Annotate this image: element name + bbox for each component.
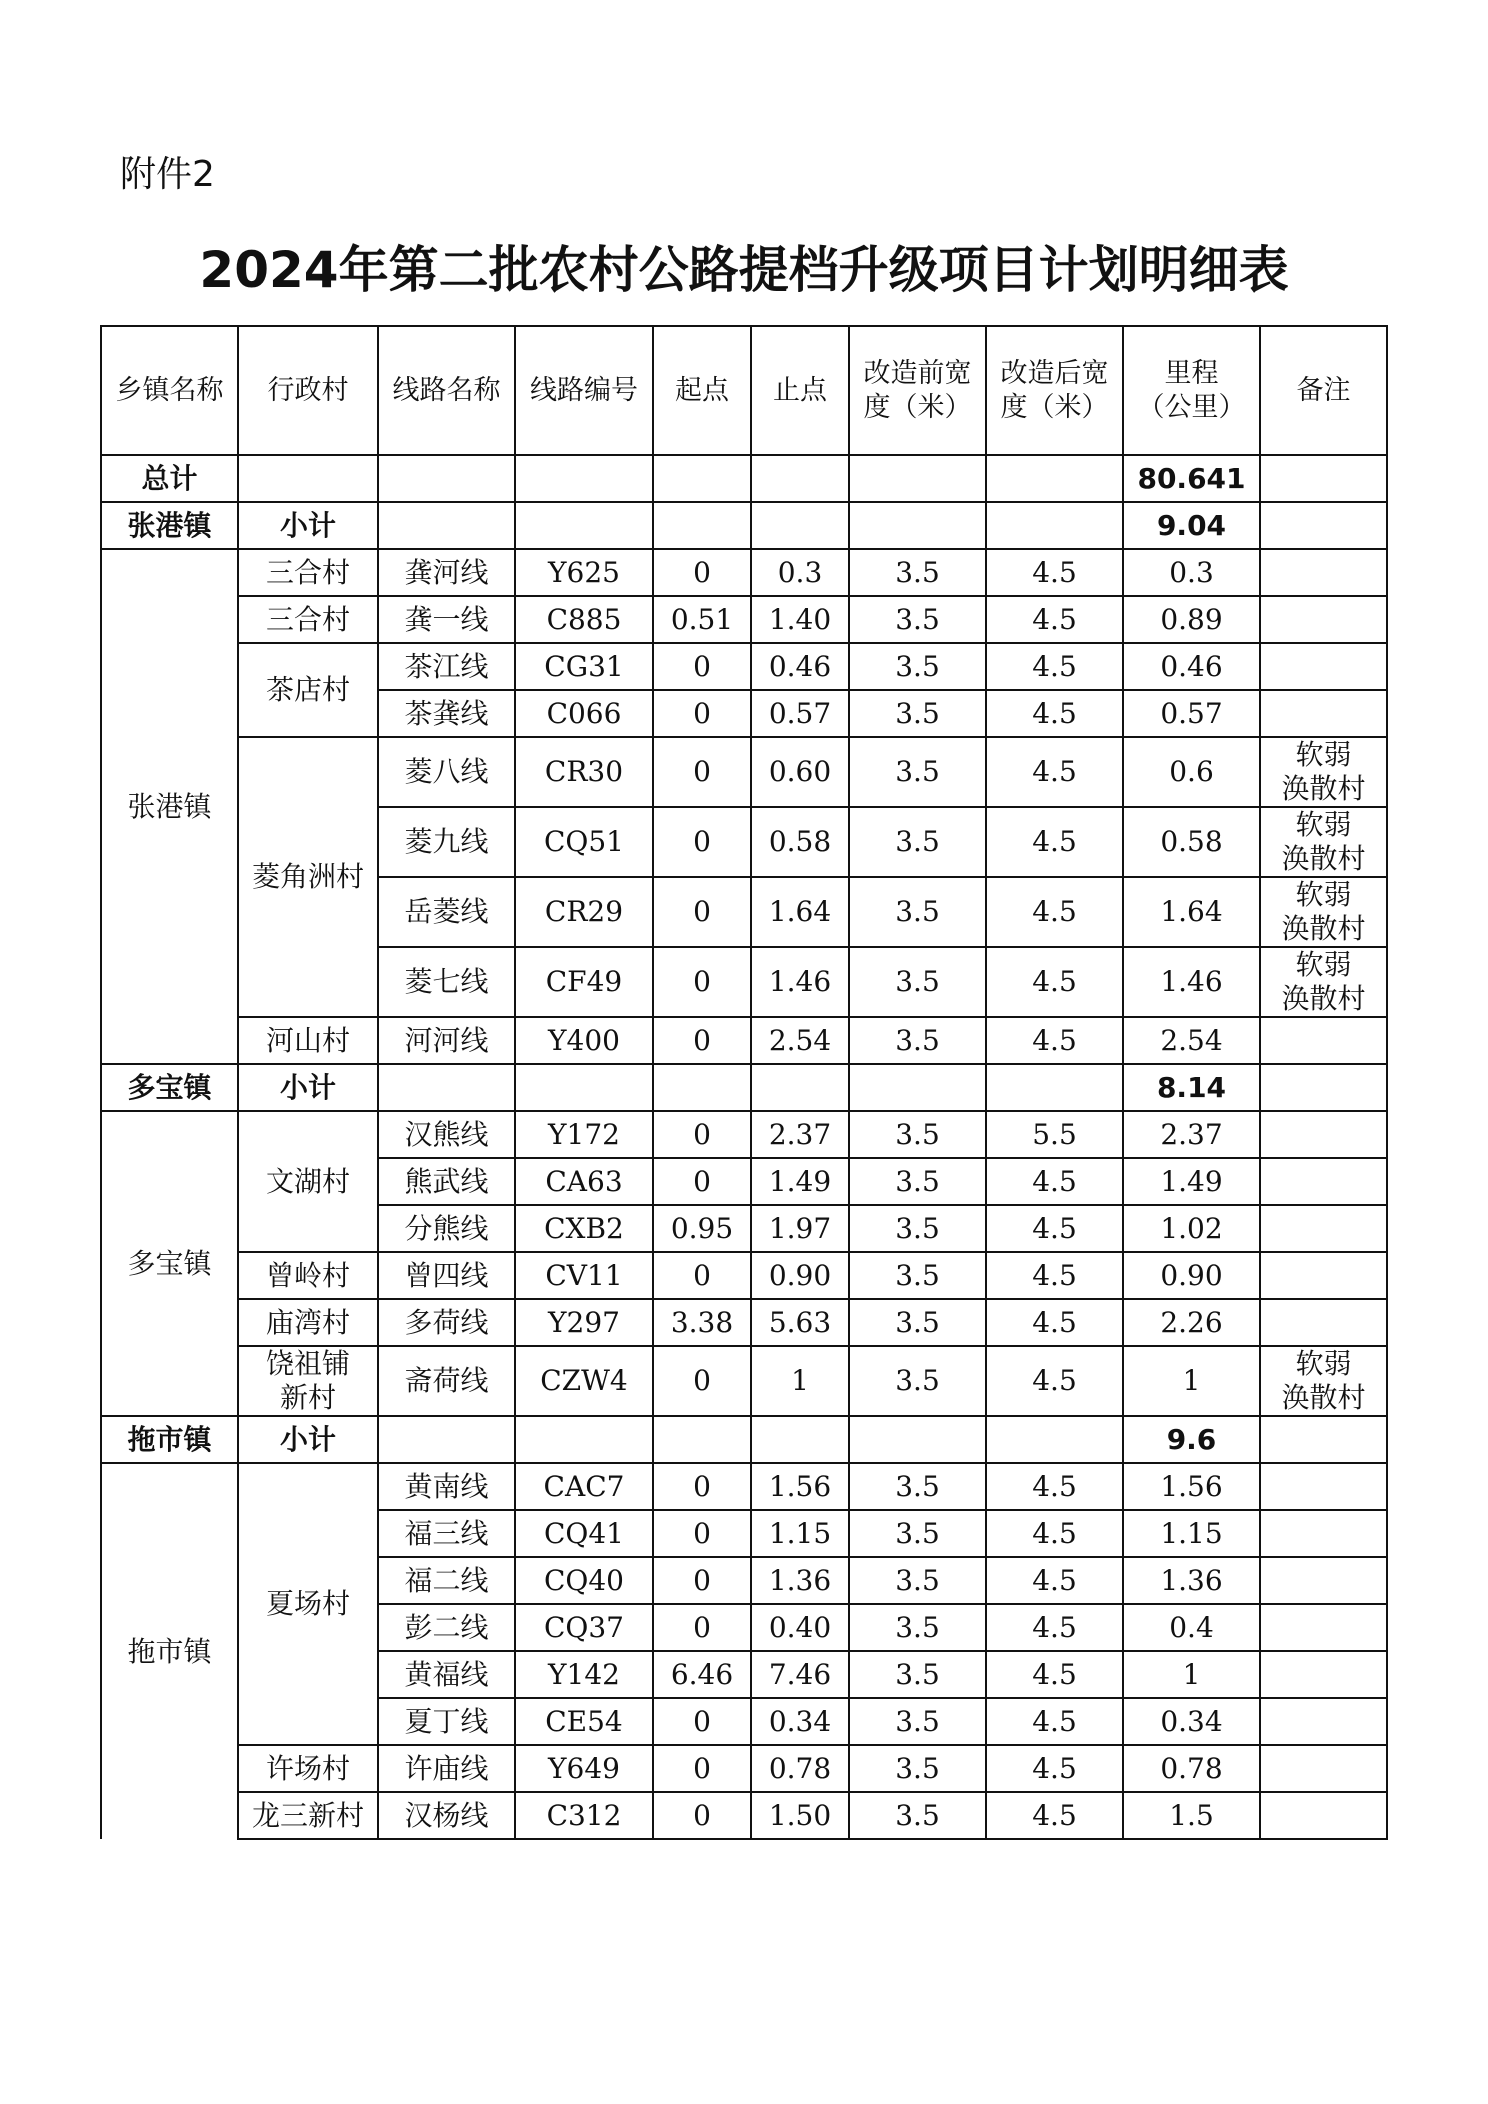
before-width: 3.5	[849, 1604, 986, 1651]
cell-line: 新村	[279, 1381, 336, 1414]
end-km: 0.57	[751, 690, 849, 737]
start-km: 0	[653, 1557, 751, 1604]
subtotal-label: 小计	[238, 1064, 378, 1111]
end-km: 0.40	[751, 1604, 849, 1651]
start-km: 0	[653, 1158, 751, 1205]
note-cell	[1260, 690, 1387, 737]
route-name: 菱八线	[378, 737, 515, 807]
before-width: 3.5	[849, 549, 986, 596]
village-cell: 许场村	[238, 1745, 378, 1792]
header-line: 改造后宽	[1000, 357, 1109, 389]
route-name: 黄南线	[378, 1463, 515, 1510]
village-cell	[238, 1346, 378, 1416]
cell-line: 涣散村	[1281, 1381, 1366, 1414]
mileage: 2.26	[1123, 1299, 1260, 1346]
before-width: 3.5	[849, 1017, 986, 1064]
col-header-start: 起点	[653, 326, 751, 455]
mileage: 1.64	[1123, 877, 1260, 947]
route-code: CR30	[515, 737, 653, 807]
header-line: （公里）	[1137, 391, 1246, 423]
route-name: 菱七线	[378, 947, 515, 1017]
header-line: 度（米）	[1000, 391, 1109, 423]
cell-line: 软弱	[1295, 878, 1352, 911]
mileage: 1.36	[1123, 1557, 1260, 1604]
end-km: 0.60	[751, 737, 849, 807]
table-row	[101, 1792, 1387, 1839]
end-km: 1.36	[751, 1557, 849, 1604]
col-header-after-width	[986, 326, 1123, 455]
route-code: Y297	[515, 1299, 653, 1346]
end-km: 2.37	[751, 1111, 849, 1158]
after-width: 4.5	[986, 1299, 1123, 1346]
route-name: 龚河线	[378, 549, 515, 596]
route-name: 汉杨线	[378, 1792, 515, 1839]
route-name: 夏丁线	[378, 1698, 515, 1745]
end-km: 1.50	[751, 1792, 849, 1839]
route-code: C885	[515, 596, 653, 643]
start-km: 0	[653, 1510, 751, 1557]
village-cell: 夏场村	[238, 1463, 378, 1745]
after-width: 4.5	[986, 877, 1123, 947]
mileage: 2.54	[1123, 1017, 1260, 1064]
end-km: 0.90	[751, 1252, 849, 1299]
start-km: 0	[653, 1111, 751, 1158]
note-cell	[1260, 1792, 1387, 1839]
mileage: 1.46	[1123, 947, 1260, 1017]
empty-cell	[986, 1416, 1123, 1463]
empty-cell	[986, 1064, 1123, 1111]
end-km: 1.56	[751, 1463, 849, 1510]
start-km: 0	[653, 1252, 751, 1299]
mileage: 1	[1123, 1651, 1260, 1698]
cell-line: 软弱	[1295, 738, 1352, 771]
note-cell	[1260, 1017, 1387, 1064]
before-width: 3.5	[849, 1510, 986, 1557]
note-cell	[1260, 1604, 1387, 1651]
start-km: 0	[653, 947, 751, 1017]
start-km: 0	[653, 643, 751, 690]
subtotal-mileage: 9.04	[1123, 502, 1260, 549]
after-width: 4.5	[986, 1792, 1123, 1839]
plan-table	[100, 325, 1388, 1840]
before-width: 3.5	[849, 690, 986, 737]
subtotal-row	[101, 1064, 1387, 1111]
col-header-end: 止点	[751, 326, 849, 455]
empty-cell	[653, 1064, 751, 1111]
start-km: 0	[653, 1792, 751, 1839]
start-km: 0	[653, 1463, 751, 1510]
empty-cell	[653, 1416, 751, 1463]
village-cell: 三合村	[238, 596, 378, 643]
table-body	[101, 455, 1387, 1839]
route-name: 彭二线	[378, 1604, 515, 1651]
end-km: 5.63	[751, 1299, 849, 1346]
before-width: 3.5	[849, 1745, 986, 1792]
subtotal-mileage: 9.6	[1123, 1416, 1260, 1463]
empty-cell	[515, 1064, 653, 1111]
col-header-route-code: 线路编号	[515, 326, 653, 455]
cell-line: 涣散村	[1281, 842, 1366, 875]
col-header-mileage	[1123, 326, 1260, 455]
cell-line: 涣散村	[1281, 982, 1366, 1015]
subtotal-row	[101, 1416, 1387, 1463]
table-row	[101, 1463, 1387, 1510]
table-row	[101, 1745, 1387, 1792]
cell-line: 饶祖铺	[265, 1347, 350, 1380]
empty-cell	[515, 502, 653, 549]
note-cell	[1260, 549, 1387, 596]
route-code: CV11	[515, 1252, 653, 1299]
empty-cell	[1260, 455, 1387, 502]
end-km: 1.64	[751, 877, 849, 947]
subtotal-mileage: 8.14	[1123, 1064, 1260, 1111]
after-width: 4.5	[986, 1205, 1123, 1252]
subtotal-town: 张港镇	[101, 502, 238, 549]
after-width: 4.5	[986, 947, 1123, 1017]
mileage: 1.56	[1123, 1463, 1260, 1510]
table-row	[101, 549, 1387, 596]
route-name: 福三线	[378, 1510, 515, 1557]
after-width: 4.5	[986, 1745, 1123, 1792]
table-row	[101, 1346, 1387, 1416]
empty-cell	[751, 455, 849, 502]
route-code: Y172	[515, 1111, 653, 1158]
note-cell	[1260, 1651, 1387, 1698]
mileage: 1.15	[1123, 1510, 1260, 1557]
route-code: CQ40	[515, 1557, 653, 1604]
table-row	[101, 737, 1387, 807]
empty-cell	[515, 455, 653, 502]
town-cell: 张港镇	[101, 549, 238, 1064]
note-cell	[1260, 1557, 1387, 1604]
before-width: 3.5	[849, 807, 986, 877]
empty-cell	[378, 1416, 515, 1463]
empty-cell	[238, 455, 378, 502]
start-km: 0	[653, 549, 751, 596]
cell-line: 涣散村	[1281, 772, 1366, 805]
mileage: 1.02	[1123, 1205, 1260, 1252]
before-width: 3.5	[849, 1205, 986, 1252]
route-name: 许庙线	[378, 1745, 515, 1792]
empty-cell	[751, 1064, 849, 1111]
mileage: 0.6	[1123, 737, 1260, 807]
note-cell	[1260, 1463, 1387, 1510]
before-width: 3.5	[849, 877, 986, 947]
note-cell	[1260, 643, 1387, 690]
start-km: 0	[653, 690, 751, 737]
after-width: 4.5	[986, 1252, 1123, 1299]
before-width: 3.5	[849, 1158, 986, 1205]
col-header-note: 备注	[1260, 326, 1387, 455]
route-code: CQ37	[515, 1604, 653, 1651]
mileage: 1.5	[1123, 1792, 1260, 1839]
after-width: 4.5	[986, 1463, 1123, 1510]
note-cell	[1260, 947, 1387, 1017]
mileage: 0.46	[1123, 643, 1260, 690]
route-code: CA63	[515, 1158, 653, 1205]
empty-cell	[751, 502, 849, 549]
note-cell	[1260, 1510, 1387, 1557]
table-header-row	[101, 326, 1387, 455]
end-km: 1.46	[751, 947, 849, 1017]
start-km: 0	[653, 1698, 751, 1745]
after-width: 4.5	[986, 807, 1123, 877]
before-width: 3.5	[849, 1463, 986, 1510]
header-line: 改造前宽	[863, 357, 972, 389]
after-width: 4.5	[986, 1017, 1123, 1064]
header-line: 里程	[1164, 357, 1219, 389]
after-width: 4.5	[986, 1604, 1123, 1651]
village-cell: 文湖村	[238, 1111, 378, 1252]
village-cell: 三合村	[238, 549, 378, 596]
table-row	[101, 643, 1387, 690]
route-code: CE54	[515, 1698, 653, 1745]
attachment-label: 附件2	[120, 154, 215, 195]
before-width: 3.5	[849, 1299, 986, 1346]
route-name: 黄福线	[378, 1651, 515, 1698]
start-km: 0.95	[653, 1205, 751, 1252]
mileage: 0.90	[1123, 1252, 1260, 1299]
start-km: 0	[653, 1346, 751, 1416]
cell-line: 软弱	[1295, 808, 1352, 841]
mileage: 0.57	[1123, 690, 1260, 737]
empty-cell	[378, 455, 515, 502]
end-km: 7.46	[751, 1651, 849, 1698]
cell-line: 涣散村	[1281, 912, 1366, 945]
empty-cell	[378, 1064, 515, 1111]
route-code: Y625	[515, 549, 653, 596]
total-mileage: 80.641	[1123, 455, 1260, 502]
route-name: 分熊线	[378, 1205, 515, 1252]
start-km: 0	[653, 737, 751, 807]
empty-cell	[751, 1416, 849, 1463]
route-code: CQ41	[515, 1510, 653, 1557]
mileage: 1	[1123, 1346, 1260, 1416]
after-width: 4.5	[986, 643, 1123, 690]
before-width: 3.5	[849, 1111, 986, 1158]
empty-cell	[653, 502, 751, 549]
mileage: 0.4	[1123, 1604, 1260, 1651]
note-cell	[1260, 1252, 1387, 1299]
before-width: 3.5	[849, 1346, 986, 1416]
total-label: 总计	[101, 455, 238, 502]
note-cell	[1260, 1205, 1387, 1252]
before-width: 3.5	[849, 643, 986, 690]
village-cell: 龙三新村	[238, 1792, 378, 1839]
empty-cell	[849, 1416, 986, 1463]
start-km: 0	[653, 1604, 751, 1651]
start-km: 6.46	[653, 1651, 751, 1698]
table-row	[101, 1252, 1387, 1299]
route-code: CAC7	[515, 1463, 653, 1510]
start-km: 0.51	[653, 596, 751, 643]
empty-cell	[1260, 502, 1387, 549]
subtotal-town: 多宝镇	[101, 1064, 238, 1111]
empty-cell	[986, 502, 1123, 549]
table-row	[101, 1111, 1387, 1158]
end-km: 1.49	[751, 1158, 849, 1205]
route-name: 曾四线	[378, 1252, 515, 1299]
route-code: Y142	[515, 1651, 653, 1698]
route-name: 龚一线	[378, 596, 515, 643]
mileage: 0.78	[1123, 1745, 1260, 1792]
table-row	[101, 1017, 1387, 1064]
before-width: 3.5	[849, 596, 986, 643]
route-name: 多荷线	[378, 1299, 515, 1346]
before-width: 3.5	[849, 1557, 986, 1604]
start-km: 0	[653, 807, 751, 877]
route-code: CXB2	[515, 1205, 653, 1252]
empty-cell	[1260, 1064, 1387, 1111]
after-width: 4.5	[986, 737, 1123, 807]
after-width: 4.5	[986, 690, 1123, 737]
empty-cell	[378, 502, 515, 549]
end-km: 0.34	[751, 1698, 849, 1745]
start-km: 0	[653, 877, 751, 947]
end-km: 1.15	[751, 1510, 849, 1557]
start-km: 0	[653, 1745, 751, 1792]
after-width: 4.5	[986, 1158, 1123, 1205]
subtotal-row	[101, 502, 1387, 549]
note-cell	[1260, 1698, 1387, 1745]
empty-cell	[515, 1416, 653, 1463]
start-km: 0	[653, 1017, 751, 1064]
after-width: 4.5	[986, 1651, 1123, 1698]
end-km: 0.3	[751, 549, 849, 596]
village-cell: 茶店村	[238, 643, 378, 737]
before-width: 3.5	[849, 1792, 986, 1839]
subtotal-label: 小计	[238, 502, 378, 549]
empty-cell	[849, 455, 986, 502]
mileage: 0.58	[1123, 807, 1260, 877]
cell-line: 软弱	[1295, 1347, 1352, 1380]
col-header-route-name: 线路名称	[378, 326, 515, 455]
route-code: CQ51	[515, 807, 653, 877]
after-width: 4.5	[986, 549, 1123, 596]
empty-cell	[653, 455, 751, 502]
col-header-before-width	[849, 326, 986, 455]
note-cell	[1260, 1346, 1387, 1416]
route-code: C066	[515, 690, 653, 737]
empty-cell	[986, 455, 1123, 502]
route-name: 斋荷线	[378, 1346, 515, 1416]
mileage: 0.3	[1123, 549, 1260, 596]
town-cell: 拖市镇	[101, 1463, 238, 1839]
page-title: 2024年第二批农村公路提档升级项目计划明细表	[199, 241, 1289, 299]
before-width: 3.5	[849, 1698, 986, 1745]
col-header-town: 乡镇名称	[101, 326, 238, 455]
after-width: 4.5	[986, 1346, 1123, 1416]
note-cell	[1260, 1158, 1387, 1205]
route-code: CR29	[515, 877, 653, 947]
route-name: 菱九线	[378, 807, 515, 877]
end-km: 2.54	[751, 1017, 849, 1064]
route-code: CG31	[515, 643, 653, 690]
end-km: 0.78	[751, 1745, 849, 1792]
after-width: 5.5	[986, 1111, 1123, 1158]
note-cell	[1260, 596, 1387, 643]
village-cell: 曾岭村	[238, 1252, 378, 1299]
mileage: 1.49	[1123, 1158, 1260, 1205]
after-width: 4.5	[986, 596, 1123, 643]
village-cell: 庙湾村	[238, 1299, 378, 1346]
mileage: 0.89	[1123, 596, 1260, 643]
route-name: 岳菱线	[378, 877, 515, 947]
end-km: 0.46	[751, 643, 849, 690]
after-width: 4.5	[986, 1698, 1123, 1745]
empty-cell	[849, 502, 986, 549]
mileage: 2.37	[1123, 1111, 1260, 1158]
route-code: CF49	[515, 947, 653, 1017]
before-width: 3.5	[849, 737, 986, 807]
note-cell	[1260, 1111, 1387, 1158]
town-cell: 多宝镇	[101, 1111, 238, 1416]
route-name: 茶龚线	[378, 690, 515, 737]
route-code: Y400	[515, 1017, 653, 1064]
subtotal-town: 拖市镇	[101, 1416, 238, 1463]
col-header-village: 行政村	[238, 326, 378, 455]
village-cell: 河山村	[238, 1017, 378, 1064]
village-cell: 菱角洲村	[238, 737, 378, 1017]
note-cell	[1260, 807, 1387, 877]
subtotal-label: 小计	[238, 1416, 378, 1463]
route-code: CZW4	[515, 1346, 653, 1416]
route-name: 河河线	[378, 1017, 515, 1064]
end-km: 1.97	[751, 1205, 849, 1252]
before-width: 3.5	[849, 947, 986, 1017]
route-name: 熊武线	[378, 1158, 515, 1205]
after-width: 4.5	[986, 1510, 1123, 1557]
empty-cell	[1260, 1416, 1387, 1463]
before-width: 3.5	[849, 1651, 986, 1698]
route-name: 福二线	[378, 1557, 515, 1604]
note-cell	[1260, 1299, 1387, 1346]
note-cell	[1260, 737, 1387, 807]
end-km: 1.40	[751, 596, 849, 643]
start-km: 3.38	[653, 1299, 751, 1346]
route-name: 汉熊线	[378, 1111, 515, 1158]
mileage: 0.34	[1123, 1698, 1260, 1745]
table-row	[101, 1299, 1387, 1346]
before-width: 3.5	[849, 1252, 986, 1299]
total-row	[101, 455, 1387, 502]
route-code: C312	[515, 1792, 653, 1839]
end-km: 0.58	[751, 807, 849, 877]
route-code: Y649	[515, 1745, 653, 1792]
end-km: 1	[751, 1346, 849, 1416]
note-cell	[1260, 877, 1387, 947]
table-row	[101, 596, 1387, 643]
header-line: 度（米）	[863, 391, 972, 423]
empty-cell	[849, 1064, 986, 1111]
cell-line: 软弱	[1295, 948, 1352, 981]
route-name: 茶江线	[378, 643, 515, 690]
note-cell	[1260, 1745, 1387, 1792]
after-width: 4.5	[986, 1557, 1123, 1604]
